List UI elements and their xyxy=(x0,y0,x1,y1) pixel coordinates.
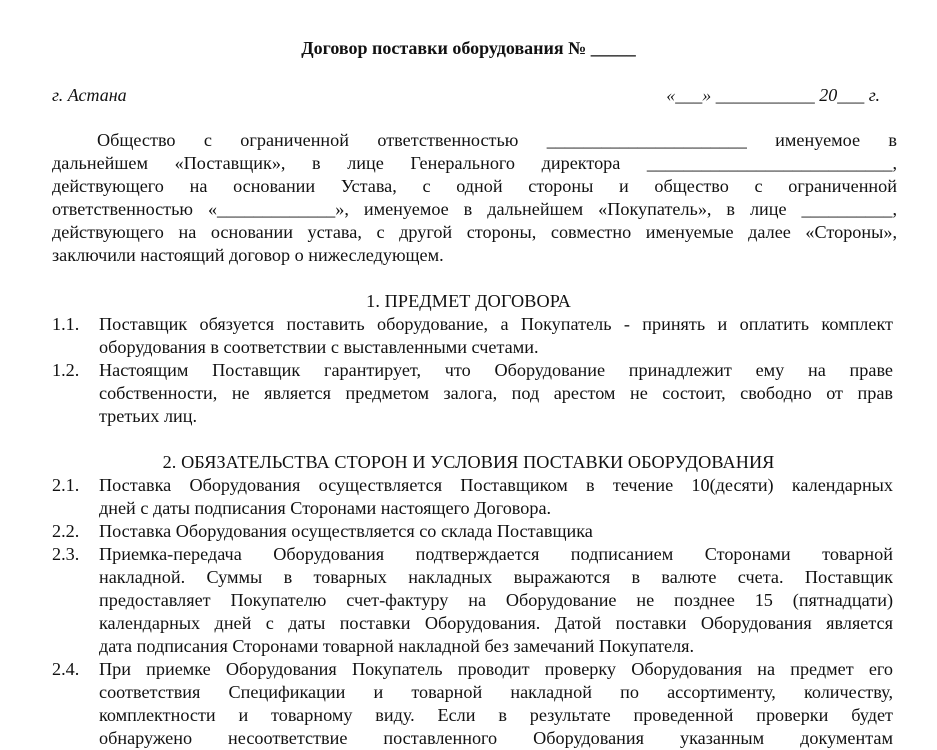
clause-number: 2.1. xyxy=(52,475,80,495)
clause-number: 1.1. xyxy=(52,314,80,334)
document-title: Договор поставки оборудования № _____ xyxy=(301,38,636,58)
clause-line: соответствия Спецификации и товарной накладной по ассортименту, количеству, xyxy=(99,682,893,702)
intro-line: действующего на основании устава, с другой стороны, совместно именуемые далее «Стороны», xyxy=(52,222,897,242)
section-heading: 2. ОБЯЗАТЕЛЬСТВА СТОРОН И УСЛОВИЯ ПОСТАВКИ ОБОРУДОВАНИЯ xyxy=(162,452,775,472)
clause-line: календарных дней с даты поставки Оборудования. Датой поставки Оборудования является xyxy=(99,613,893,633)
clause-line: комплектности и товарному виду. Если в результате проведенной проверки будет xyxy=(99,705,893,725)
clause-line: оборудования в соответствии с выставленными счетами. xyxy=(99,337,539,357)
city: г. Астана xyxy=(52,85,127,105)
intro-line: заключили настоящий договор о нижеследующем. xyxy=(52,245,444,265)
intro-line: ответственностью «_____________», именуемое в дальнейшем «Покупатель», в лице __________, xyxy=(52,199,897,219)
clause-line: дата подписания Сторонами товарной накладной без замечаний Покупателя. xyxy=(99,636,695,656)
clause-line: Настоящим Поставщик гарантирует, что Оборудование принадлежит ему на праве xyxy=(99,360,893,380)
clause-number: 1.2. xyxy=(52,360,80,380)
clause-line: Поставка Оборудования осуществляется со склада Поставщика xyxy=(99,521,593,541)
clause-line: При приемке Оборудования Покупатель проводит проверку Оборудования на предмет его xyxy=(99,659,893,679)
clause-line: собственности, не является предметом залога, под арестом не состоит, свободно от прав xyxy=(99,383,893,403)
contract-date: «___» ___________ 20___ г. xyxy=(666,85,880,105)
clause-number: 2.3. xyxy=(52,544,80,564)
clause-line: Поставщик обязуется поставить оборудование, а Покупатель - принять и оплатить комплект xyxy=(99,314,893,334)
clause-line: предоставляет Покупателю счет-фактуру на Оборудование не позднее 15 (пятнадцати) xyxy=(99,590,893,610)
intro-line: действующего на основании Устава, с одной стороны и общество с ограниченной xyxy=(52,176,897,196)
intro-line: дальнейшем «Поставщик», в лице Генерального директора ___________________________, xyxy=(52,153,897,173)
section-heading: 1. ПРЕДМЕТ ДОГОВОРА xyxy=(366,291,571,311)
clause-line: накладной. Суммы в товарных накладных выражаются в валюте счета. Поставщик xyxy=(99,567,893,587)
clause-line: дней с даты подписания Сторонами настоящего Договора. xyxy=(99,498,552,518)
clause-line: Поставка Оборудования осуществляется Поставщиком в течение 10(десяти) календарных xyxy=(99,475,893,495)
place-and-date-row xyxy=(52,84,880,106)
clause-line: третьих лиц. xyxy=(99,406,198,426)
clause-line: обнаружено несоответствие поставленного Оборудования указанным документам xyxy=(99,728,893,748)
clause-number: 2.2. xyxy=(52,521,80,541)
clause-number: 2.4. xyxy=(52,659,80,679)
intro-line: Общество с ограниченной ответственностью ______________________ именуемое в xyxy=(97,130,897,150)
clause-line: Приемка-передача Оборудования подтверждается подписанием Сторонами товарной xyxy=(99,544,893,564)
